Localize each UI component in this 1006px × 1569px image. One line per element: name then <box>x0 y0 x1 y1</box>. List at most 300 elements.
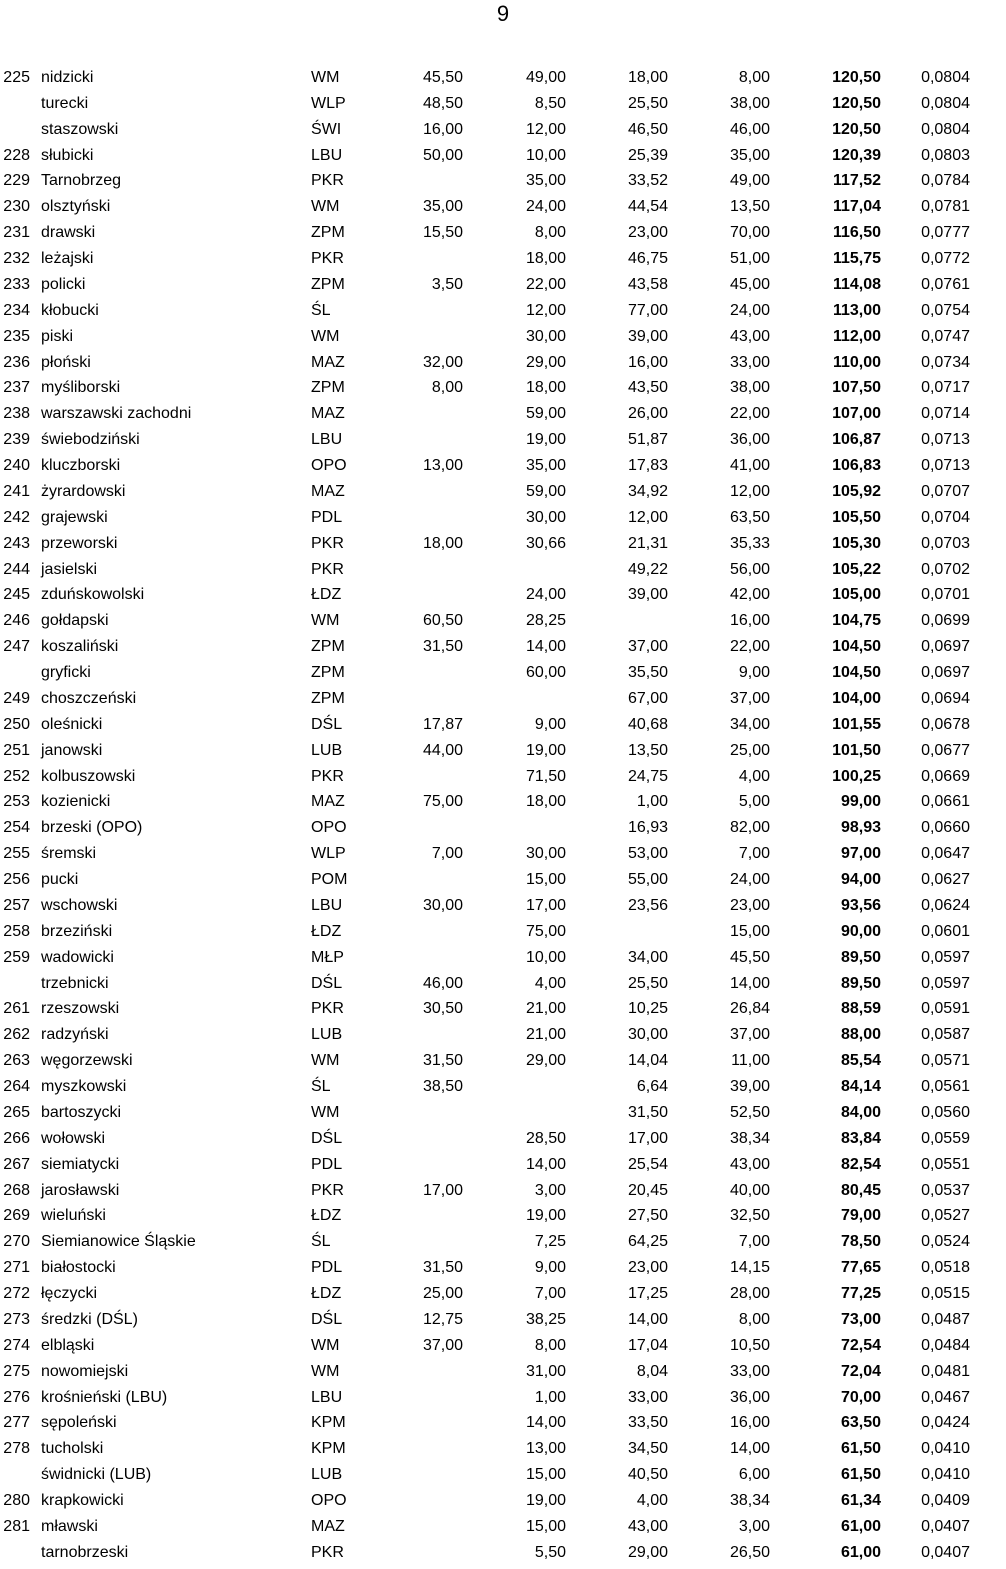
name-cell: kozienicki <box>41 793 111 811</box>
ratio-cell: 0,0697 <box>921 664 970 682</box>
table-row <box>0 401 970 427</box>
value2-cell: 12,00 <box>525 120 566 138</box>
ratio-cell: 0,0660 <box>921 819 970 837</box>
total-cell: 88,59 <box>840 1000 881 1018</box>
value2-cell: 14,00 <box>525 1155 566 1173</box>
total-cell: 104,75 <box>832 612 881 630</box>
name-cell: staszowski <box>41 120 119 138</box>
name-cell: piski <box>41 327 74 345</box>
rank-cell: 264 <box>3 1078 30 1096</box>
name-cell: słubicki <box>41 146 94 164</box>
table-row <box>0 583 970 609</box>
value1-cell: 38,50 <box>422 1078 463 1096</box>
voivodeship-cell: WM <box>311 68 340 86</box>
value3-cell: 46,75 <box>627 250 668 268</box>
value1-cell: 75,00 <box>422 793 463 811</box>
value1-cell <box>381 479 463 505</box>
ratio-cell: 0,0571 <box>921 1052 970 1070</box>
total-cell: 78,50 <box>840 1233 881 1251</box>
value3-cell: 26,00 <box>627 405 668 423</box>
rank-cell: 243 <box>3 534 30 552</box>
ratio-cell: 0,0784 <box>921 172 970 190</box>
total-cell: 101,55 <box>832 715 881 733</box>
rank-cell: 261 <box>3 1000 30 1018</box>
total-cell: 113,00 <box>832 301 881 319</box>
ratio-cell: 0,0587 <box>921 1026 970 1044</box>
total-cell: 63,50 <box>840 1414 881 1432</box>
name-cell: gołdapski <box>41 612 109 630</box>
value3-cell: 6,64 <box>636 1078 668 1096</box>
value2-cell: 15,00 <box>525 1466 566 1484</box>
table-row <box>0 1074 970 1100</box>
ratio-cell: 0,0487 <box>921 1310 970 1328</box>
rank-cell: 230 <box>3 198 30 216</box>
ratio-cell: 0,0601 <box>921 922 970 940</box>
value2-cell: 7,25 <box>534 1233 566 1251</box>
ratio-cell: 0,0703 <box>921 534 970 552</box>
value2-cell: 29,00 <box>525 1052 566 1070</box>
value4-cell: 37,00 <box>729 689 770 707</box>
rank-cell <box>0 1462 30 1488</box>
table-row <box>0 1436 970 1462</box>
rank-cell: 249 <box>3 689 30 707</box>
table-row <box>0 815 970 841</box>
value2-cell: 24,00 <box>525 198 566 216</box>
table-row <box>0 1204 970 1230</box>
total-cell: 112,00 <box>832 327 881 345</box>
voivodeship-cell: MAZ <box>311 793 345 811</box>
ratio-cell: 0,0701 <box>921 586 970 604</box>
table-row <box>0 557 970 583</box>
value1-cell <box>381 583 463 609</box>
value4-cell: 3,00 <box>738 1517 770 1535</box>
ratio-cell: 0,0761 <box>921 275 970 293</box>
ratio-cell: 0,0694 <box>921 689 970 707</box>
value4-cell: 12,00 <box>729 482 770 500</box>
value1-cell <box>381 1126 463 1152</box>
ratio-cell: 0,0702 <box>921 560 970 578</box>
ratio-cell: 0,0597 <box>921 948 970 966</box>
value2-cell <box>463 1074 566 1100</box>
table-row <box>0 1514 970 1540</box>
voivodeship-cell: LUB <box>311 1026 343 1044</box>
ratio-cell: 0,0699 <box>921 612 970 630</box>
value2-cell: 21,00 <box>525 1000 566 1018</box>
name-cell: policki <box>41 275 86 293</box>
rank-cell: 244 <box>3 560 30 578</box>
voivodeship-cell: KPM <box>311 1440 346 1458</box>
rank-cell: 258 <box>3 922 30 940</box>
name-cell: siemiatycki <box>41 1155 120 1173</box>
value1-cell <box>381 1385 463 1411</box>
value1-cell <box>381 1514 463 1540</box>
value3-cell: 46,50 <box>627 120 668 138</box>
rank-cell: 225 <box>3 68 30 86</box>
name-cell: myśliborski <box>41 379 121 397</box>
table-row <box>0 1048 970 1074</box>
value1-cell: 60,50 <box>422 612 463 630</box>
rank-cell: 262 <box>3 1026 30 1044</box>
rank-cell <box>0 971 30 997</box>
voivodeship-cell: WM <box>311 1362 340 1380</box>
name-cell: elbląski <box>41 1336 95 1354</box>
total-cell: 80,45 <box>840 1181 881 1199</box>
total-cell: 72,54 <box>840 1336 881 1354</box>
name-cell: węgorzewski <box>41 1052 133 1070</box>
ratio-cell: 0,0777 <box>921 224 970 242</box>
rank-cell: 278 <box>3 1440 30 1458</box>
table-row <box>0 194 970 220</box>
total-cell: 90,00 <box>840 922 881 940</box>
ratio-cell: 0,0407 <box>921 1543 970 1561</box>
value1-cell <box>381 505 463 531</box>
rank-cell: 235 <box>3 327 30 345</box>
total-cell: 110,00 <box>832 353 881 371</box>
table-row <box>0 841 970 867</box>
name-cell: świebodziński <box>41 431 140 449</box>
ranking-table-body <box>0 65 970 1566</box>
value4-cell: 35,33 <box>729 534 770 552</box>
rank-cell: 265 <box>3 1103 30 1121</box>
value3-cell: 49,22 <box>627 560 668 578</box>
value2-cell: 19,00 <box>525 1492 566 1510</box>
value1-cell <box>381 1488 463 1514</box>
table-row <box>0 764 970 790</box>
rank-cell: 255 <box>3 845 30 863</box>
voivodeship-cell: LBU <box>311 146 343 164</box>
value3-cell: 30,00 <box>627 1026 668 1044</box>
value1-cell: 45,50 <box>422 68 463 86</box>
rank-cell: 251 <box>3 741 30 759</box>
voivodeship-cell: MAZ <box>311 482 345 500</box>
rank-cell <box>0 660 30 686</box>
name-cell: olsztyński <box>41 198 111 216</box>
total-cell: 61,34 <box>840 1492 881 1510</box>
value3-cell: 51,87 <box>627 431 668 449</box>
ratio-cell: 0,0484 <box>921 1336 970 1354</box>
voivodeship-cell: PKR <box>311 767 344 785</box>
rank-cell: 239 <box>3 431 30 449</box>
value4-cell: 28,00 <box>729 1285 770 1303</box>
ratio-cell: 0,0677 <box>921 741 970 759</box>
total-cell: 61,00 <box>840 1543 881 1561</box>
ratio-cell: 0,0524 <box>921 1233 970 1251</box>
ratio-cell: 0,0627 <box>921 871 970 889</box>
total-cell: 94,00 <box>840 871 881 889</box>
total-cell: 77,25 <box>840 1285 881 1303</box>
value4-cell: 16,00 <box>729 1414 770 1432</box>
value3-cell: 25,39 <box>627 146 668 164</box>
value2-cell: 14,00 <box>525 638 566 656</box>
name-cell: łęczycki <box>41 1285 98 1303</box>
voivodeship-cell: LUB <box>311 741 343 759</box>
voivodeship-cell: WM <box>311 1336 340 1354</box>
voivodeship-cell: ZPM <box>311 379 345 397</box>
value1-cell <box>381 1100 463 1126</box>
rank-cell: 280 <box>3 1492 30 1510</box>
table-row <box>0 945 970 971</box>
ratio-cell: 0,0527 <box>921 1207 970 1225</box>
voivodeship-cell: DŚL <box>311 1129 343 1147</box>
value2-cell: 1,00 <box>534 1388 566 1406</box>
table-row <box>0 1462 970 1488</box>
total-cell: 82,54 <box>840 1155 881 1173</box>
voivodeship-cell: MŁP <box>311 948 344 966</box>
rank-cell: 237 <box>3 379 30 397</box>
name-cell: warszawski zachodni <box>41 405 192 423</box>
name-cell: drawski <box>41 224 96 242</box>
total-cell: 105,92 <box>832 482 881 500</box>
value4-cell: 33,00 <box>729 353 770 371</box>
total-cell: 98,93 <box>840 819 881 837</box>
value4-cell: 38,00 <box>729 379 770 397</box>
page-number: 9 <box>496 1 510 26</box>
table-row <box>0 1178 970 1204</box>
table-row <box>0 376 970 402</box>
ratio-cell: 0,0747 <box>921 327 970 345</box>
value1-cell: 7,00 <box>431 845 463 863</box>
total-cell: 72,04 <box>840 1362 881 1380</box>
voivodeship-cell: PDL <box>311 508 343 526</box>
total-cell: 89,50 <box>840 948 881 966</box>
rank-cell: 252 <box>3 767 30 785</box>
table-row <box>0 634 970 660</box>
voivodeship-cell: PKR <box>311 560 344 578</box>
ratio-cell: 0,0803 <box>921 146 970 164</box>
value3-cell: 17,00 <box>627 1129 668 1147</box>
voivodeship-cell: PDL <box>311 1259 343 1277</box>
voivodeship-cell: MAZ <box>311 405 345 423</box>
value3-cell: 40,68 <box>627 715 668 733</box>
value4-cell: 38,34 <box>729 1492 770 1510</box>
table-row <box>0 1255 970 1281</box>
rank-cell: 241 <box>3 482 30 500</box>
table-row <box>0 738 970 764</box>
value4-cell: 34,00 <box>729 715 770 733</box>
value4-cell: 36,00 <box>729 431 770 449</box>
value1-cell: 25,00 <box>422 1285 463 1303</box>
ratio-cell: 0,0409 <box>921 1492 970 1510</box>
value4-cell: 82,00 <box>729 819 770 837</box>
value3-cell: 34,00 <box>627 948 668 966</box>
total-cell: 105,22 <box>832 560 881 578</box>
table-row <box>0 790 970 816</box>
value3-cell: 23,00 <box>627 224 668 242</box>
voivodeship-cell: ŁDZ <box>311 1207 342 1225</box>
name-cell: śremski <box>41 845 97 863</box>
table-row <box>0 867 970 893</box>
name-cell: tarnobrzeski <box>41 1543 129 1561</box>
rank-cell: 245 <box>3 586 30 604</box>
name-cell: żyrardowski <box>41 482 126 500</box>
rank-cell <box>0 117 30 143</box>
value2-cell: 60,00 <box>525 664 566 682</box>
table-row <box>0 1385 970 1411</box>
value1-cell <box>381 867 463 893</box>
table-row <box>0 1411 970 1437</box>
rank-cell: 231 <box>3 224 30 242</box>
voivodeship-cell: LBU <box>311 896 343 914</box>
rank-cell: 259 <box>3 948 30 966</box>
value4-cell: 7,00 <box>738 1233 770 1251</box>
voivodeship-cell: PDL <box>311 1155 343 1173</box>
voivodeship-cell: ZPM <box>311 224 345 242</box>
value1-cell: 18,00 <box>422 534 463 552</box>
value2-cell: 8,00 <box>534 224 566 242</box>
value4-cell: 45,50 <box>729 948 770 966</box>
name-cell: średzki (DŚL) <box>41 1310 138 1328</box>
ranking-table <box>0 65 970 1566</box>
ratio-cell: 0,0804 <box>921 68 970 86</box>
name-cell: wadowicki <box>41 948 114 966</box>
value3-cell: 39,00 <box>627 327 668 345</box>
value1-cell: 8,00 <box>431 379 463 397</box>
table-row <box>0 531 970 557</box>
value1-cell <box>381 945 463 971</box>
table-row <box>0 1022 970 1048</box>
value1-cell <box>381 1152 463 1178</box>
table-row <box>0 1152 970 1178</box>
value3-cell: 64,25 <box>627 1233 668 1251</box>
value2-cell: 10,00 <box>525 948 566 966</box>
ratio-cell: 0,0537 <box>921 1181 970 1199</box>
name-cell: płoński <box>41 353 91 371</box>
table-row <box>0 350 970 376</box>
value3-cell: 25,54 <box>627 1155 668 1173</box>
rank-cell: 234 <box>3 301 30 319</box>
value4-cell: 35,00 <box>729 146 770 164</box>
value1-cell: 46,00 <box>422 974 463 992</box>
table-row <box>0 453 970 479</box>
value4-cell: 14,00 <box>729 1440 770 1458</box>
total-cell: 83,84 <box>840 1129 881 1147</box>
value3-cell <box>566 919 668 945</box>
total-cell: 70,00 <box>840 1388 881 1406</box>
value4-cell: 14,00 <box>729 974 770 992</box>
name-cell: kolbuszowski <box>41 767 136 785</box>
value2-cell: 7,00 <box>534 1285 566 1303</box>
value1-cell <box>381 1436 463 1462</box>
rank-cell: 246 <box>3 612 30 630</box>
name-cell: wołowski <box>41 1129 106 1147</box>
rank-cell: 240 <box>3 457 30 475</box>
rank-cell: 242 <box>3 508 30 526</box>
value3-cell: 53,00 <box>627 845 668 863</box>
table-row <box>0 1281 970 1307</box>
value4-cell: 43,00 <box>729 1155 770 1173</box>
value2-cell: 35,00 <box>525 457 566 475</box>
value3-cell: 33,52 <box>627 172 668 190</box>
ratio-cell: 0,0561 <box>921 1078 970 1096</box>
table-row <box>0 1307 970 1333</box>
rank-cell: 233 <box>3 275 30 293</box>
value4-cell: 51,00 <box>729 250 770 268</box>
ratio-cell: 0,0704 <box>921 508 970 526</box>
table-row <box>0 298 970 324</box>
value3-cell: 35,50 <box>627 664 668 682</box>
table-row <box>0 1488 970 1514</box>
value3-cell: 12,00 <box>627 508 668 526</box>
value1-cell: 31,50 <box>422 1259 463 1277</box>
total-cell: 105,00 <box>832 586 881 604</box>
value2-cell: 31,00 <box>525 1362 566 1380</box>
voivodeship-cell: ŁDZ <box>311 1285 342 1303</box>
total-cell: 79,00 <box>840 1207 881 1225</box>
voivodeship-cell: LBU <box>311 1388 343 1406</box>
value2-cell: 19,00 <box>525 741 566 759</box>
value4-cell: 56,00 <box>729 560 770 578</box>
ratio-cell: 0,0734 <box>921 353 970 371</box>
ratio-cell: 0,0772 <box>921 250 970 268</box>
value3-cell: 40,50 <box>627 1466 668 1484</box>
total-cell: 85,54 <box>840 1052 881 1070</box>
voivodeship-cell: WM <box>311 198 340 216</box>
ratio-cell: 0,0678 <box>921 715 970 733</box>
total-cell: 107,00 <box>832 405 881 423</box>
value3-cell: 55,00 <box>627 871 668 889</box>
value3-cell: 23,00 <box>627 1259 668 1277</box>
voivodeship-cell: OPO <box>311 819 347 837</box>
value3-cell: 43,58 <box>627 275 668 293</box>
voivodeship-cell: ZPM <box>311 664 345 682</box>
value2-cell: 9,00 <box>534 1259 566 1277</box>
total-cell: 93,56 <box>840 896 881 914</box>
rank-cell: 276 <box>3 1388 30 1406</box>
table-row <box>0 272 970 298</box>
rank-cell: 254 <box>3 819 30 837</box>
table-row <box>0 479 970 505</box>
rank-cell: 228 <box>3 146 30 164</box>
name-cell: brzeziński <box>41 922 113 940</box>
ratio-cell: 0,0560 <box>921 1103 970 1121</box>
value2-cell: 3,00 <box>534 1181 566 1199</box>
value2-cell: 10,00 <box>525 146 566 164</box>
value2-cell: 24,00 <box>525 586 566 604</box>
rank-cell: 273 <box>3 1310 30 1328</box>
value2-cell: 8,00 <box>534 1336 566 1354</box>
voivodeship-cell: PKR <box>311 1543 344 1561</box>
value1-cell <box>381 298 463 324</box>
voivodeship-cell: WM <box>311 612 340 630</box>
voivodeship-cell: ŚWI <box>311 120 342 138</box>
value2-cell <box>463 1100 566 1126</box>
ratio-cell: 0,0714 <box>921 405 970 423</box>
rank-cell: 272 <box>3 1285 30 1303</box>
value1-cell: 13,00 <box>422 457 463 475</box>
name-cell: gryficki <box>41 664 91 682</box>
name-cell: Tarnobrzeg <box>41 172 122 190</box>
voivodeship-cell: WM <box>311 1103 340 1121</box>
value3-cell: 1,00 <box>636 793 668 811</box>
value2-cell: 13,00 <box>525 1440 566 1458</box>
voivodeship-cell: DŚL <box>311 974 343 992</box>
value3-cell: 29,00 <box>627 1543 668 1561</box>
rank-cell: 236 <box>3 353 30 371</box>
total-cell: 107,50 <box>832 379 881 397</box>
value3-cell: 20,45 <box>627 1181 668 1199</box>
rank-cell: 277 <box>3 1414 30 1432</box>
name-cell: sępoleński <box>41 1414 117 1432</box>
value3-cell: 25,50 <box>627 94 668 112</box>
value1-cell <box>381 686 463 712</box>
total-cell: 120,39 <box>832 146 881 164</box>
value4-cell: 38,34 <box>729 1129 770 1147</box>
value1-cell <box>381 324 463 350</box>
name-cell: tucholski <box>41 1440 104 1458</box>
total-cell: 114,08 <box>832 275 881 293</box>
value2-cell: 38,25 <box>525 1310 566 1328</box>
name-cell: kłobucki <box>41 301 99 319</box>
